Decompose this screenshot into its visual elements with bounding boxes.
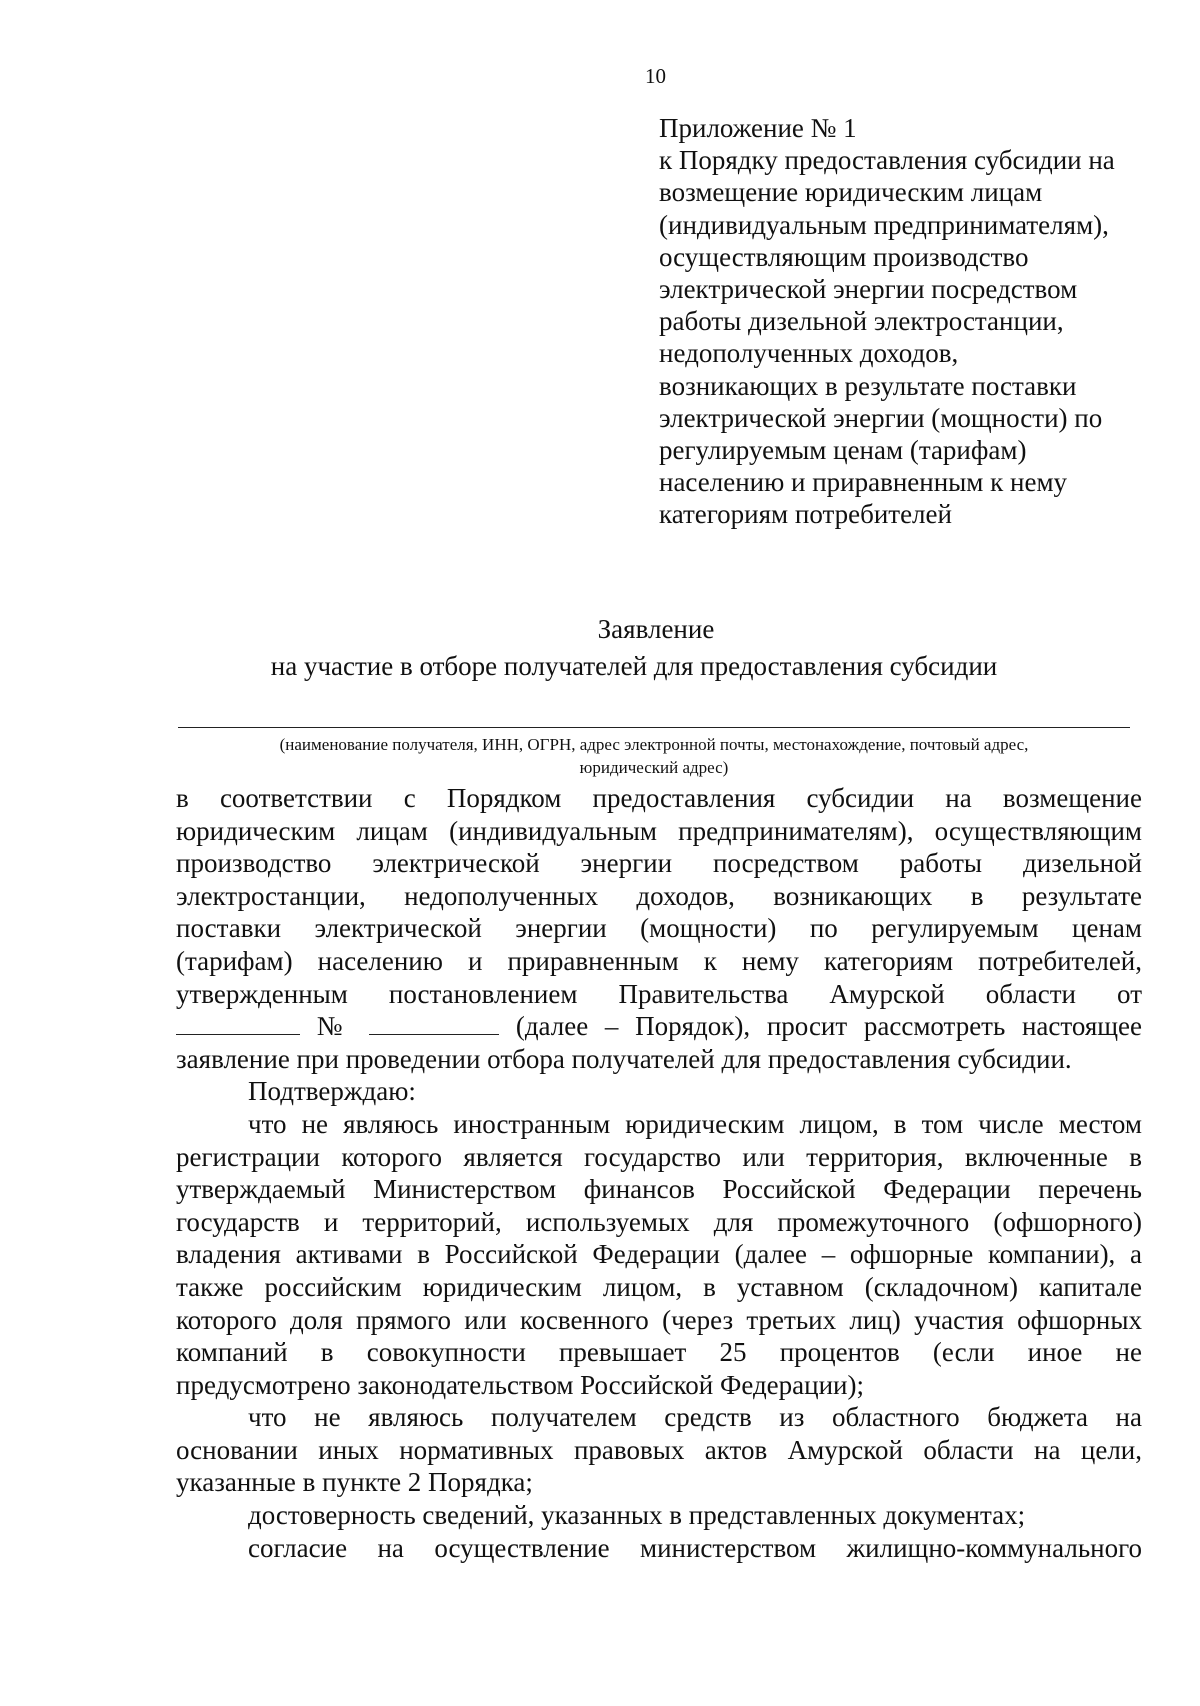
body-line: владения активами в Российской Федерации (далее – офшорные компании), а xyxy=(176,1239,1142,1270)
body-line: достоверность сведений, указанных в представленных документах; xyxy=(248,1500,1026,1531)
number-sign: № xyxy=(316,1011,353,1042)
body-line-with-blanks xyxy=(176,1010,1142,1043)
body-line: что не являюсь иностранным юридическим лицом, в том числе местом xyxy=(248,1108,1142,1139)
appendix-line: категориям потребителей xyxy=(659,499,952,530)
body-line: юридическим лицам (индивидуальным предпринимателям), осуществляющим xyxy=(176,815,1142,846)
body-line: согласие на осуществление министерством жилищно-коммунального xyxy=(248,1532,1142,1563)
body-line: электростанции, недополученных доходов, возникающих в результате xyxy=(176,880,1142,911)
appendix-line: (индивидуальным предпринимателям), xyxy=(659,209,1109,240)
appendix-line: к Порядку предоставления субсидии на xyxy=(659,145,1115,176)
body-line: регистрации которого является государство или территория, включенные в xyxy=(176,1141,1142,1172)
body-line: заявление при проведении отбора получателей для предоставления субсидии. xyxy=(176,1043,1072,1074)
appendix-line: электрической энергии (мощности) по xyxy=(659,402,1103,433)
appendix-line: возникающих в результате поставки xyxy=(659,370,1077,401)
body-line: (тарифам) населению и приравненным к нему категориям потребителей, xyxy=(176,945,1142,976)
document-title xyxy=(0,612,1200,683)
body-line: компаний в совокупности превышает 25 процентов (если иное не xyxy=(176,1337,1142,1368)
body-line: поставки электрической энергии (мощности) по регулируемым ценам xyxy=(176,913,1142,944)
applicant-name-blank xyxy=(178,727,1130,728)
body-line: государств и территорий, используемых для промежуточного (офшорного) xyxy=(176,1206,1142,1237)
number-blank xyxy=(369,1012,499,1035)
appendix-line: электрической энергии посредством xyxy=(659,274,1078,305)
body-line: в соответствии с Порядком предоставления субсидии на возмещение xyxy=(176,783,1142,813)
applicant-caption-line: (наименование получателя, ИНН, ОГРН, адрес электронной почты, местонахождение, почтовый адрес, xyxy=(279,735,1029,754)
body-line: указанные в пункте 2 Порядка; xyxy=(176,1467,533,1498)
confirm-heading: Подтверждаю: xyxy=(248,1076,416,1107)
title-heading: Заявление xyxy=(597,614,715,644)
body-line: утверждаемый Министерством финансов Российской Федерации перечень xyxy=(176,1174,1142,1205)
page-number: 10 xyxy=(645,64,666,88)
appendix-line: регулируемым ценам (тарифам) xyxy=(659,435,1027,466)
statement-body xyxy=(176,782,1142,1564)
date-blank xyxy=(176,1012,300,1035)
appendix-line: Приложение № 1 xyxy=(659,113,857,143)
appendix-line: населению и приравненным к нему xyxy=(659,467,1068,498)
appendix-line: недополученных доходов, xyxy=(659,338,959,369)
appendix-line: возмещение юридическим лицам xyxy=(659,177,1043,208)
body-line: также российским юридическим лицом, в уставном (складочном) капитале xyxy=(176,1271,1142,1302)
applicant-caption xyxy=(178,733,1130,779)
title-subheading: на участие в отборе получателей для предоставления субсидии xyxy=(270,651,998,681)
applicant-caption-line: юридический адрес) xyxy=(579,758,729,777)
body-line: основании иных нормативных правовых актов Амурской области на цели, xyxy=(176,1434,1142,1465)
appendix-line: осуществляющим производство xyxy=(659,241,1029,272)
body-line: что не являюсь получателем средств из областного бюджета на xyxy=(248,1402,1142,1433)
body-line: которого доля прямого или косвенного (через третьих лиц) участия офшорных xyxy=(176,1304,1142,1335)
body-line-rest: (далее – Порядок), просит рассмотреть настоящее xyxy=(515,1011,1143,1042)
appendix-reference xyxy=(659,112,1129,531)
appendix-line: работы дизельной электростанции, xyxy=(659,306,1064,337)
body-line: утвержденным постановлением Правительства Амурской области от xyxy=(176,978,1142,1009)
body-line: предусмотрено законодательством Российской Федерации); xyxy=(176,1369,864,1400)
body-line: производство электрической энергии посредством работы дизельной xyxy=(176,848,1142,879)
